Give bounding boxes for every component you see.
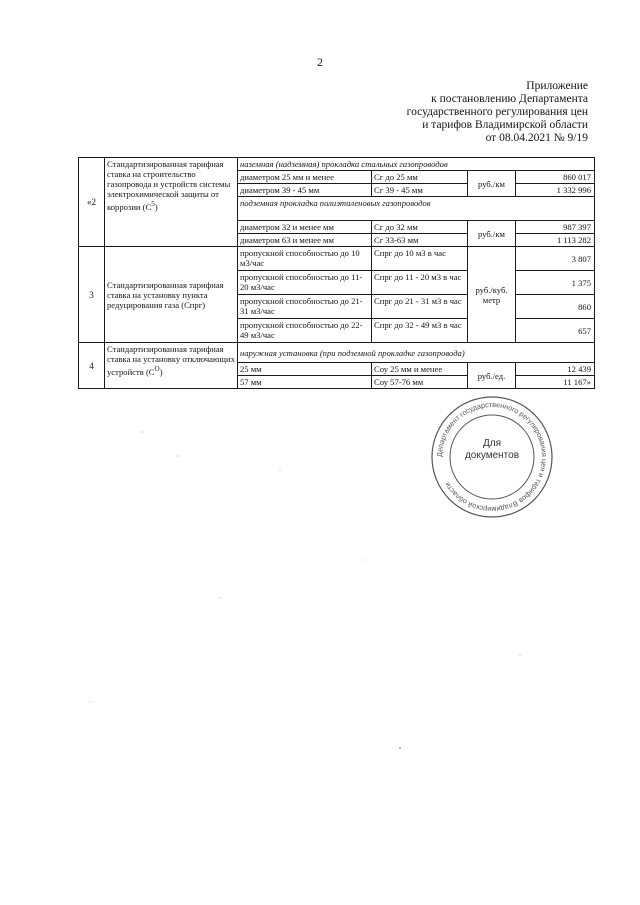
subsection-heading: наружная установка (при подземной прокладке газопровода) — [238, 343, 595, 363]
diameter-cell: диаметром 39 - 45 мм — [238, 184, 372, 197]
value-cell: 1 375 — [516, 271, 595, 295]
size-cell: 25 мм — [238, 363, 372, 376]
appendix-line: к постановлению Департамента — [431, 93, 588, 105]
rate-name-superscript: О — [154, 365, 160, 373]
appendix-line: государственного регулирования цен — [406, 106, 588, 118]
value-cell: 3 807 — [516, 247, 595, 271]
row-number: «2 — [79, 158, 105, 247]
size-cell: 57 мм — [238, 376, 372, 389]
rate-name-text: Стандартизированная тарифная ставка на установку отключающих устройств (С — [107, 344, 235, 377]
code-cell: Соу 25 мм и менее — [372, 363, 468, 376]
diameter-cell: диаметром 32 и менее мм — [238, 221, 372, 234]
value-cell: 860 — [516, 295, 595, 319]
subsection-heading: подземная прокладка полиэтиленовых газопроводов — [238, 197, 595, 221]
code-cell: Спрг до 32 - 49 м3 в час — [372, 319, 468, 343]
unit-cell: руб./км — [468, 171, 516, 197]
rate-name: Стандартизированная тарифная ставка на установку пункта редуцирования газа (Спрг) — [105, 247, 238, 343]
capacity-cell: пропускной способностью до 22-49 м3/час — [238, 319, 372, 343]
rate-name-text: Стандартизированная тарифная ставка на строительство газопровода и устройств системы электрохимической защиты от коррозии (С — [107, 159, 231, 212]
code-cell: Соу 57-76 мм — [372, 376, 468, 389]
code-cell: Сг 33-63 мм — [372, 234, 468, 247]
appendix-date: от 08.04.2021 № 9/19 — [485, 132, 588, 144]
row-number: 4 — [79, 343, 105, 389]
code-cell: Сг до 32 мм — [372, 221, 468, 234]
code-cell: Сг до 25 мм — [372, 171, 468, 184]
rate-name-superscript: 5 — [151, 200, 155, 208]
capacity-cell: пропускной способностью до 21-31 м3/час — [238, 295, 372, 319]
diameter-cell: диаметром 25 мм и менее — [238, 171, 372, 184]
stamp-line: Для — [482, 438, 502, 449]
value-cell: 987 397 — [516, 221, 595, 234]
appendix-line: Приложение — [526, 80, 588, 92]
unit-cell: руб./км — [468, 221, 516, 247]
stamp-line: документов — [464, 450, 520, 461]
value-cell: 657 — [516, 319, 595, 343]
value-cell: 11 167» — [516, 376, 595, 389]
rate-name-tail: ) — [159, 366, 163, 377]
unit-cell: руб./куб. метр — [468, 247, 516, 343]
rate-name-tail: ) — [154, 201, 158, 212]
stamp-ring-textpath: Департамент государственного регулирования цен и тарифов Владимирской области — [434, 399, 550, 515]
code-cell: Спрг до 21 - 31 м3 в час — [372, 295, 468, 319]
code-cell: Спрг до 10 м3 в час — [372, 247, 468, 271]
code-cell: Спрг до 11 - 20 м3 в час — [372, 271, 468, 295]
value-cell: 860 017 — [516, 171, 595, 184]
page-number: 2 — [317, 55, 323, 69]
value-cell: 12 439 — [516, 363, 595, 376]
capacity-cell: пропускной способностью до 10 м3/час — [238, 247, 372, 271]
unit-cell: руб./ед. — [468, 363, 516, 389]
subsection-heading: наземная (надземная) прокладка стальных газопроводов — [238, 158, 595, 171]
value-cell: 1 113 282 — [516, 234, 595, 247]
appendix-line: и тарифов Владимирской области — [422, 119, 588, 131]
value-cell: 1 332 996 — [516, 184, 595, 197]
code-cell: Сг 39 - 45 мм — [372, 184, 468, 197]
diameter-cell: диаметром 63 и менее мм — [238, 234, 372, 247]
capacity-cell: пропускной способностью до 11-20 м3/час — [238, 271, 372, 295]
stamp-center-text — [462, 438, 522, 462]
row-number: 3 — [79, 247, 105, 343]
